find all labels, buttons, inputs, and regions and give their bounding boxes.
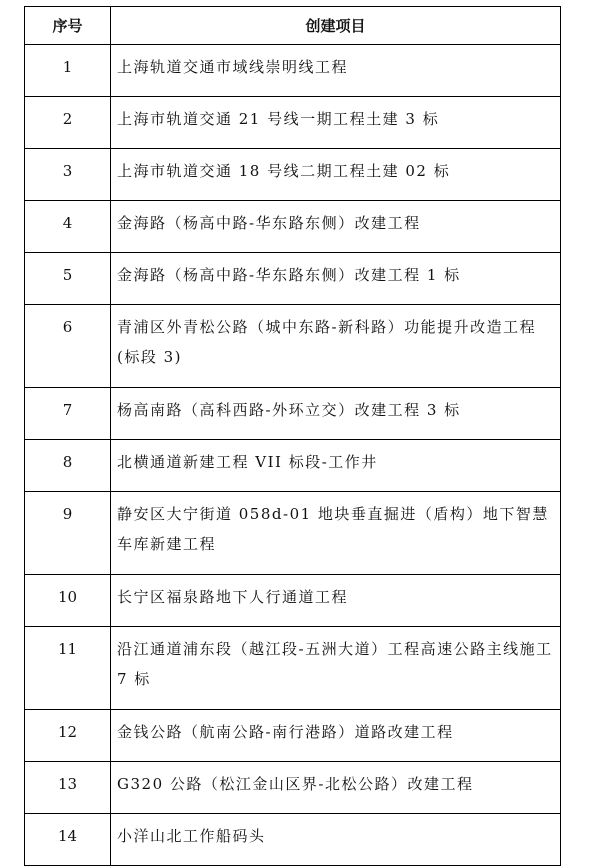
- row-number: 10: [25, 575, 111, 627]
- table-row: [25, 492, 561, 575]
- project-name: 金海路（杨高中路-华东路东侧）改建工程: [111, 201, 561, 253]
- row-number: 12: [25, 710, 111, 762]
- project-name: 小洋山北工作船码头: [111, 814, 561, 866]
- row-number: 1: [25, 45, 111, 97]
- table-row: [25, 575, 561, 627]
- project-name: 北横通道新建工程 VII 标段-工作井: [111, 440, 561, 492]
- row-number: 2: [25, 97, 111, 149]
- table-row: [25, 97, 561, 149]
- row-number: 4: [25, 201, 111, 253]
- row-number: 8: [25, 440, 111, 492]
- project-name: 沿江通道浦东段（越江段-五洲大道）工程高速公路主线施工 7 标: [111, 627, 561, 710]
- header-number: 序号: [25, 7, 111, 45]
- table-row: [25, 305, 561, 388]
- row-number: 7: [25, 388, 111, 440]
- header-project: 创建项目: [111, 7, 561, 45]
- table-header-row: [25, 7, 561, 45]
- table-row: [25, 201, 561, 253]
- project-name: G320 公路（松江金山区界-北松公路）改建工程: [111, 762, 561, 814]
- projects-table: [24, 6, 561, 866]
- project-name: 青浦区外青松公路（城中东路-新科路）功能提升改造工程(标段 3): [111, 305, 561, 388]
- project-name: 上海市轨道交通 18 号线二期工程土建 02 标: [111, 149, 561, 201]
- project-name: 金海路（杨高中路-华东路东侧）改建工程 1 标: [111, 253, 561, 305]
- project-name: 上海轨道交通市域线崇明线工程: [111, 45, 561, 97]
- row-number: 3: [25, 149, 111, 201]
- row-number: 5: [25, 253, 111, 305]
- row-number: 6: [25, 305, 111, 388]
- table-row: [25, 814, 561, 866]
- row-number: 13: [25, 762, 111, 814]
- row-number: 11: [25, 627, 111, 710]
- table-row: [25, 440, 561, 492]
- table-row: [25, 710, 561, 762]
- project-name: 金钱公路（航南公路-南行港路）道路改建工程: [111, 710, 561, 762]
- project-name: 静安区大宁街道 058d-01 地块垂直掘进（盾构）地下智慧车库新建工程: [111, 492, 561, 575]
- row-number: 9: [25, 492, 111, 575]
- table-row: [25, 149, 561, 201]
- project-name: 上海市轨道交通 21 号线一期工程土建 3 标: [111, 97, 561, 149]
- row-number: 14: [25, 814, 111, 866]
- table-row: [25, 762, 561, 814]
- table-row: [25, 45, 561, 97]
- table-row: [25, 253, 561, 305]
- project-name: 长宁区福泉路地下人行通道工程: [111, 575, 561, 627]
- project-name: 杨高南路（高科西路-外环立交）改建工程 3 标: [111, 388, 561, 440]
- table-row: [25, 627, 561, 710]
- document: [24, 6, 561, 866]
- table-row: [25, 388, 561, 440]
